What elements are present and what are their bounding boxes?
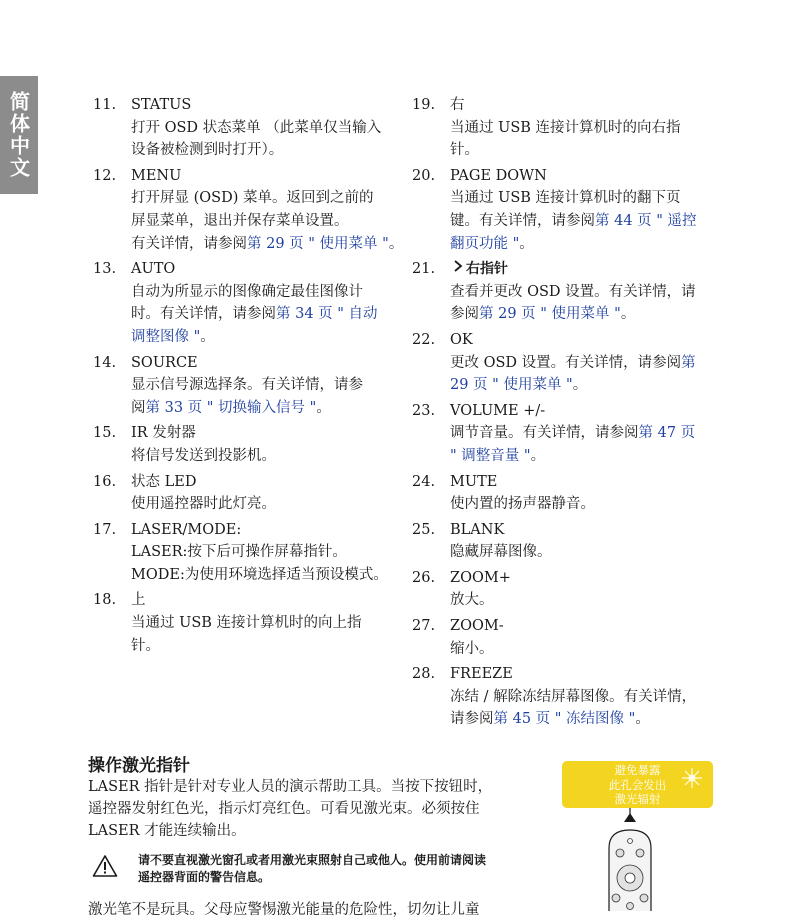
item-text: 隐藏屏幕图像。 [450, 544, 552, 561]
item-ref [450, 708, 732, 731]
item-title: MUTE [450, 473, 498, 490]
ref-link[interactable]: 第 34 页 " 自动 [276, 306, 378, 323]
ref-link-cont[interactable]: " 调整音量 " [450, 447, 531, 464]
list-item-21 [412, 258, 732, 326]
item-number: 17. [93, 521, 117, 538]
ref-link[interactable]: 第 29 页 " 使用菜单 " [479, 306, 621, 323]
list-item-12 [93, 165, 438, 255]
item-ref [450, 422, 732, 445]
item-number: 12. [93, 167, 117, 184]
language-tab-label: 简体中文 [6, 91, 31, 179]
item-text: 放大。 [450, 592, 494, 609]
ref-prefix: 有关详情，请参阅 [131, 235, 247, 252]
item-title: 右 [450, 97, 465, 113]
item-number: 26. [412, 569, 436, 586]
item-title: VOLUME +/- [450, 402, 546, 419]
list-item-28 [412, 663, 732, 731]
ref-prefix: 更改 OSD 设置。有关详情，请参阅 [450, 354, 682, 371]
body-line: LASER 指针是针对专业人员的演示帮助工具。当按下按钮时， [88, 779, 493, 795]
item-number: 23. [412, 402, 436, 419]
list-item-13 [93, 258, 438, 348]
ref-link-cont[interactable]: 29 页 " 使用菜单 " [450, 377, 573, 394]
item-number: 28. [412, 666, 436, 683]
item-ref-cont [450, 445, 732, 468]
ref-link[interactable]: 第 47 页 [638, 425, 696, 442]
item-number: 24. [412, 473, 436, 490]
body-line-cut: 激光笔不是玩具。父母应警惕激光能量的危险性，切勿让儿童 [88, 902, 480, 918]
chevron-right-icon [450, 259, 466, 273]
item-number: 13. [93, 261, 117, 278]
sub-label: MODE: [131, 566, 185, 583]
section-title: 操作激光指针 [88, 756, 190, 776]
item-number: 20. [412, 167, 436, 184]
item-title: LASER/MODE: [131, 521, 242, 538]
list-item-22 [412, 329, 732, 397]
item-title: SOURCE [131, 354, 198, 371]
ref-prefix: 时。有关详情，请参阅 [131, 306, 276, 323]
item-text: 使用遥控器时此灯亮。 [131, 496, 276, 513]
list-item-26 [412, 567, 732, 612]
sub-label: LASER: [131, 544, 188, 561]
item-title: IR 发射器 [131, 425, 196, 442]
ref-link[interactable]: 第 29 页 " 使用菜单 " [247, 235, 389, 252]
item-title: PAGE DOWN [450, 167, 547, 184]
list-item-27 [412, 615, 732, 660]
item-ref [450, 352, 732, 375]
label-line: 避免暴露 [614, 763, 661, 777]
list-item-15 [93, 422, 438, 467]
ref-link[interactable]: 第 45 页 " 冻结图像 " [493, 711, 636, 728]
ref-link[interactable]: 第 44 页 " 遥控 [595, 212, 697, 229]
item-title: OK [450, 331, 473, 348]
sub-text: 为使用环境选择适当预设模式。 [184, 566, 388, 583]
list-item-25 [412, 519, 732, 564]
language-tab[interactable] [0, 76, 38, 194]
laser-burst-icon [681, 767, 703, 789]
item-number: 14. [93, 354, 117, 371]
item-text: 显示信号源选择条。有关详情，请参 [131, 377, 363, 394]
ref-prefix: 请参阅 [450, 711, 494, 728]
item-title: BLANK [450, 521, 505, 538]
item-number: 18. [93, 592, 117, 609]
ref-suffix: 。 [530, 447, 546, 464]
item-text: 打开 OSD 状态菜单 （此菜单仅当输入 [131, 119, 382, 136]
item-ref-cont [450, 233, 732, 256]
list-item-14 [93, 352, 438, 420]
list-item-24 [412, 471, 732, 516]
warning-line: 遥控器背面的警告信息。 [138, 870, 271, 884]
warning-text [138, 852, 486, 886]
item-title: 状态 LED [131, 473, 197, 490]
section-body [88, 776, 538, 842]
item-title: FREEZE [450, 666, 513, 683]
body-line: 遥控器发射红色光，指示灯亮红色。可看见激光束。必须按住 [88, 801, 480, 817]
item-text: 针。 [131, 637, 160, 654]
ref-link[interactable]: 第 33 页 " 切换输入信号 " [145, 399, 317, 416]
sub-text: 按下后可操作屏幕指针。 [187, 544, 347, 561]
item-title: MENU [131, 167, 182, 184]
item-title: 上 [131, 592, 146, 609]
item-ref [450, 210, 732, 233]
ref-suffix: 。 [316, 399, 331, 416]
item-number: 25. [412, 521, 436, 538]
item-number: 21. [412, 261, 436, 278]
item-number: 16. [93, 473, 117, 490]
item-ref [131, 303, 438, 326]
ref-link-cont[interactable]: 调整图像 " [131, 328, 201, 345]
ref-link-cont[interactable]: 翻页功能 " [450, 235, 520, 252]
sub-item-mode [131, 564, 438, 587]
warning-note [92, 852, 542, 886]
item-number: 22. [412, 331, 436, 348]
list-item-11 [93, 94, 438, 162]
ref-prefix: 参阅 [450, 306, 479, 323]
ref-suffix: 。 [635, 711, 650, 728]
list-item-17 [93, 519, 438, 587]
item-text: 当通过 USB 连接计算机时的向右指 [450, 119, 681, 136]
item-number: 15. [93, 425, 117, 442]
ref-suffix: 。 [200, 328, 215, 345]
item-number: 27. [412, 618, 436, 635]
body-line: LASER 才能连续输出。 [88, 823, 246, 839]
item-text: 针。 [450, 142, 479, 159]
item-title: ZOOM+ [450, 569, 511, 586]
item-text: 当通过 USB 连接计算机时的向上指 [131, 615, 362, 632]
sub-item-laser [131, 541, 438, 564]
item-text: 当通过 USB 连接计算机时的翻下页 [450, 190, 681, 207]
remote-control-illustration [595, 808, 685, 911]
item-ref-cont [450, 374, 732, 397]
item-ref-cont [131, 326, 438, 349]
list-item-20 [412, 165, 732, 255]
ref-suffix: 。 [620, 306, 636, 323]
warning-line: 请不要直视激光窗孔或者用激光束照射自己或他人。使用前请阅读 [138, 853, 487, 867]
ref-prefix: 调节音量。有关详情，请参阅 [450, 425, 639, 442]
item-text: 设备被检测到时打开）。 [131, 142, 284, 159]
item-text: 将信号发送到投影机。 [131, 447, 276, 464]
item-title: 右指针 [466, 261, 508, 278]
item-ref [450, 303, 732, 326]
item-text: 查看并更改 OSD 设置。有关详情，请 [450, 283, 696, 300]
item-text: 自动为所显示的图像确定最佳图像计 [131, 283, 363, 300]
item-text: 使内置的扬声器静音。 [450, 496, 595, 513]
item-text: 屏显菜单，退出并保存菜单设置。 [131, 212, 349, 229]
item-ref [131, 397, 438, 420]
item-title: STATUS [131, 97, 192, 113]
laser-warning-label [562, 761, 713, 808]
label-line: 激光辐射 [614, 792, 661, 806]
item-title: ZOOM- [450, 618, 504, 635]
ref-suffix: 。 [572, 377, 588, 394]
item-title-row [450, 258, 732, 281]
list-item-18 [93, 589, 438, 657]
list-item-19 [412, 94, 732, 162]
left-column [93, 94, 438, 660]
item-number: 19. [412, 97, 436, 113]
list-item-16 [93, 471, 438, 516]
item-number: 11. [93, 97, 117, 113]
item-text: 冻结 / 解除冻结屏幕图像。有关详情， [450, 688, 697, 705]
ref-link[interactable]: 第 [681, 354, 696, 371]
label-line: 此孔会发出 [608, 777, 667, 792]
ref-prefix: 键。有关详情，请参阅 [450, 212, 595, 229]
right-column [412, 94, 732, 734]
ref-prefix: 阅 [131, 399, 146, 416]
warning-icon [92, 854, 118, 878]
ref-suffix: 。 [519, 235, 534, 252]
item-title: AUTO [131, 261, 176, 278]
item-text: 打开屏显 (OSD) 菜单。返回到之前的 [131, 190, 374, 207]
list-item-23 [412, 400, 732, 468]
item-ref [131, 233, 438, 256]
ref-suffix: 。 [388, 235, 404, 252]
item-text: 缩小。 [450, 640, 494, 657]
